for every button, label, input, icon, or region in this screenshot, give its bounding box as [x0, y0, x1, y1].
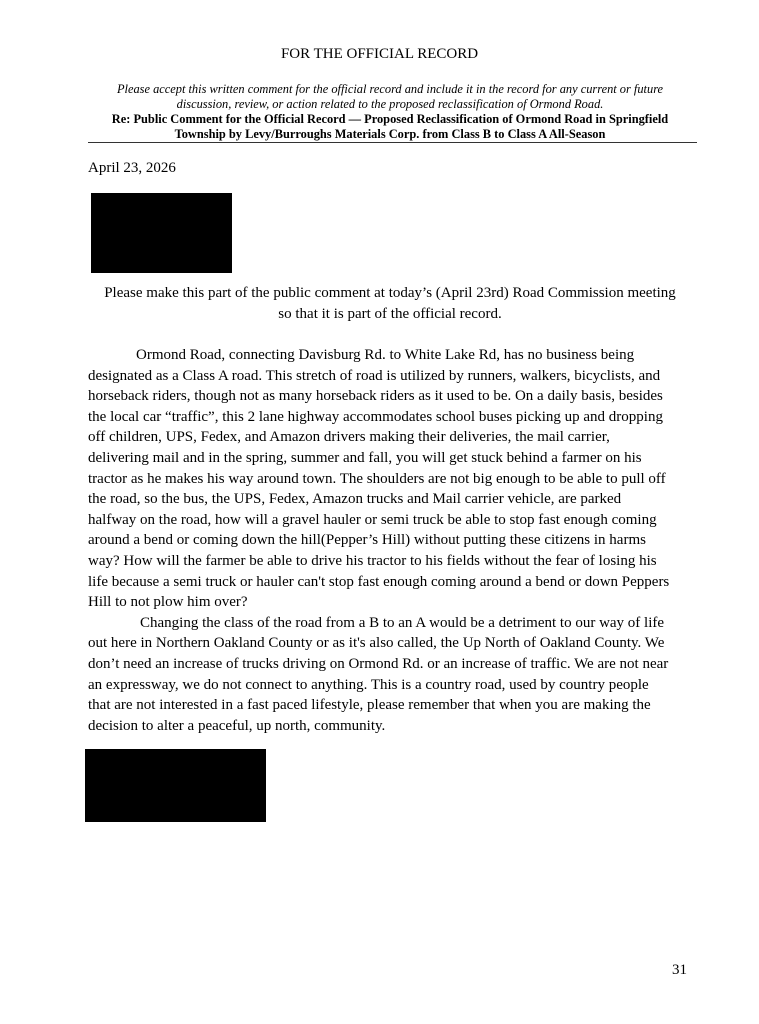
body-line: delivering mail and in the spring, summer and fall, you will get stuck behind a farmer on his — [88, 449, 642, 466]
redacted-block-sender — [91, 193, 232, 273]
body-line: the road, so the bus, the UPS, Fedex, Amazon trucks and Mail carrier vehicle, are parked — [88, 491, 622, 508]
body-line: way? How will the farmer be able to drive his tractor to his fields without the fear of losing his — [88, 552, 657, 569]
body-line: halfway on the road, how will a gravel hauler or semi truck be able to stop fast enough coming — [88, 511, 657, 528]
request-line: so that it is part of the official record. — [278, 305, 502, 322]
body-line: that are not interested in a fast paced lifestyle, please remember that when you are making the — [88, 697, 651, 714]
request-line: Please make this part of the public comment at today’s (April 23rd) Road Commission meeting — [104, 285, 676, 301]
letter-body — [88, 345, 728, 736]
page-number: 31 — [672, 962, 687, 978]
document-title: FOR THE OFFICIAL RECORD — [280, 46, 479, 62]
body-line: an expressway, we do not connect to anything. This is a country road, used by country people — [88, 676, 649, 693]
body-line: the local car “traffic”, this 2 lane highway accommodates school buses picking up and dropping — [88, 408, 663, 425]
intro-line: Please accept this written comment for the official record and include it in the record for any current or future — [116, 82, 664, 96]
body-line: designated as a Class A road. This stretch of road is utilized by runners, walkers, bicyclists, and — [88, 367, 661, 384]
intro-note — [80, 82, 700, 112]
body-line: life because a semi truck or hauler can't stop fast enough coming around a bend or down Peppers — [88, 573, 670, 590]
request-paragraph — [80, 283, 700, 324]
body-line: around a bend or coming down the hill(Pepper’s Hill) without putting these citizens in harms — [88, 532, 646, 549]
letter-date: April 23, 2026 — [88, 160, 176, 176]
body-line: decision to alter a peaceful, up north, community. — [88, 717, 386, 734]
body-line: Changing the class of the road from a B to an A would be a detriment to our way of life — [140, 614, 665, 631]
body-line: horseback riders, though not as many horseback riders as it used to be. On a daily basis, besides — [88, 388, 663, 405]
subject-line-text: Re: Public Comment for the Official Record — Proposed Reclassification of Ormond Road in Springfield — [111, 112, 669, 126]
body-line: don’t need an increase of trucks driving on Ormond Rd. or an increase of traffic. We are not near — [88, 655, 669, 672]
subject-line — [80, 112, 700, 142]
subject-line-text: Township by Levy/Burroughs Materials Corp. from Class B to Class A All-Season — [174, 127, 606, 141]
intro-line: discussion, review, or action related to the proposed reclassification of Ormond Road. — [176, 97, 604, 111]
body-line: Ormond Road, connecting Davisburg Rd. to White Lake Rd, has no business being — [136, 347, 635, 363]
header-divider — [88, 142, 697, 143]
redacted-block-signature — [85, 749, 266, 822]
body-line: Hill to not plow him over? — [88, 594, 248, 611]
body-line: tractor as he makes his way around town. The shoulders are not big enough to be able to pull off — [88, 470, 666, 487]
body-line: out here in Northern Oakland County or as it's also called, the Up North of Oakland County. We — [88, 635, 665, 652]
body-line: off children, UPS, Fedex, and Amazon drivers making their deliveries, the mail carrier, — [88, 429, 610, 446]
